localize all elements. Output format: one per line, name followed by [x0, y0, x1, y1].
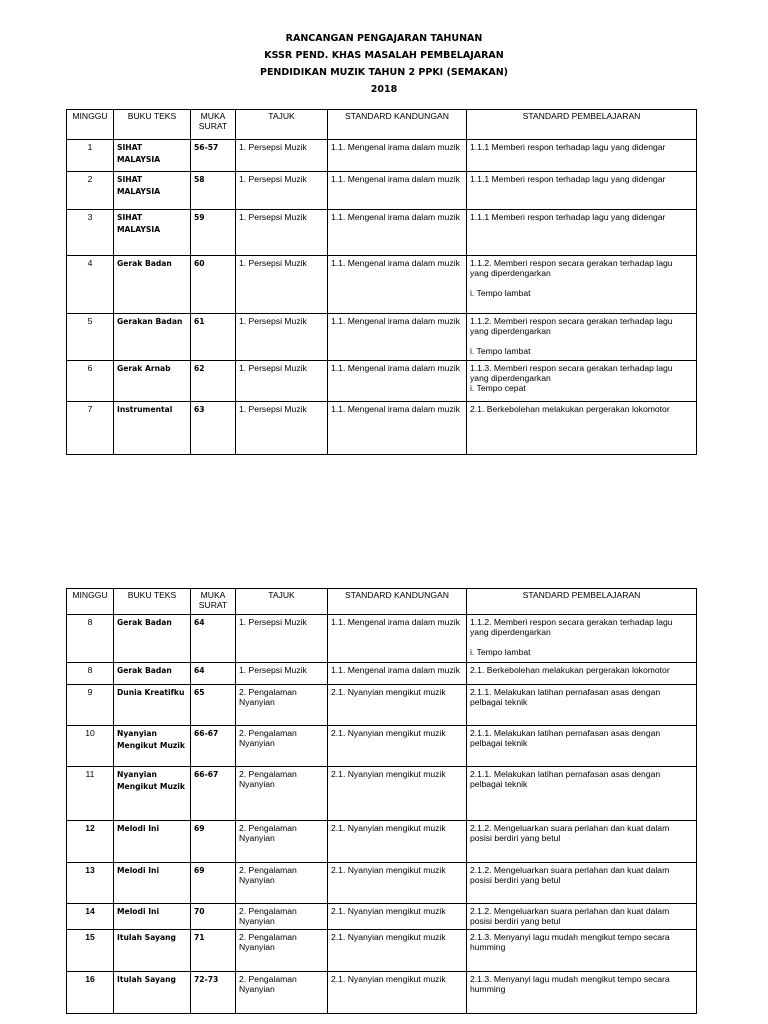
cell-standard-pembelajaran: 1.1.2. Memberi respon secara gerakan terhadap lagu yang diperdengarkan i. Tempo lambat	[467, 314, 697, 361]
table-row	[67, 767, 697, 821]
table-row	[67, 615, 697, 663]
cell-standard-kandungan: 1.1. Mengenal irama dalam muzik	[328, 314, 467, 361]
cell-minggu: 15	[67, 930, 114, 972]
cell-standard-kandungan: 2.1. Nyanyian mengikut muzik	[328, 821, 467, 863]
cell-tajuk: 2. Pengalaman Nyanyian	[236, 726, 328, 767]
cell-minggu: 3	[67, 210, 114, 256]
cell-standard-pembelajaran: 2.1. Berkebolehan melakukan pergerakan lokomotor	[467, 402, 697, 455]
cell-standard-kandungan: 1.1. Mengenal irama dalam muzik	[328, 402, 467, 455]
cell-muka-surat: 66-67	[191, 726, 236, 767]
cell-minggu: 4	[67, 256, 114, 314]
cell-tajuk: 2. Pengalaman Nyanyian	[236, 821, 328, 863]
lesson-plan-table-1	[66, 109, 697, 455]
table-row	[67, 256, 697, 314]
cell-standard-pembelajaran: 2.1.3. Menyanyi lagu mudah mengikut tempo secara humming	[467, 972, 697, 1014]
cell-muka-surat: 65	[191, 685, 236, 726]
cell-standard-pembelajaran: 1.1.1 Memberi respon terhadap lagu yang didengar	[467, 172, 697, 210]
cell-tajuk: 2. Pengalaman Nyanyian	[236, 685, 328, 726]
col-tajuk-header: TAJUK	[236, 110, 328, 140]
table-row	[67, 314, 697, 361]
col-minggu-header: MINGGU	[67, 110, 114, 140]
cell-standard-kandungan: 1.1. Mengenal irama dalam muzik	[328, 361, 467, 402]
cell-minggu: 11	[67, 767, 114, 821]
col-buku-teks-header: BUKU TEKS	[114, 110, 191, 140]
cell-buku-teks: SIHAT MALAYSIA	[114, 172, 191, 210]
header-year: 2018	[370, 84, 398, 95]
cell-minggu: 16	[67, 972, 114, 1014]
cell-muka-surat: 56-57	[191, 140, 236, 172]
cell-buku-teks: Instrumental	[114, 402, 191, 455]
table-row	[67, 402, 697, 455]
table-row	[67, 685, 697, 726]
cell-standard-pembelajaran: 1.1.2. Memberi respon secara gerakan terhadap lagu yang diperdengarkan i. Tempo lambat	[467, 615, 697, 663]
cell-standard-pembelajaran: 2.1.2. Mengeluarkan suara perlahan dan kuat dalam posisi berdiri yang betul	[467, 821, 697, 863]
cell-standard-kandungan: 2.1. Nyanyian mengikut muzik	[328, 726, 467, 767]
col-muka-surat-header: MUKA SURAT	[191, 110, 236, 140]
cell-minggu: 5	[67, 314, 114, 361]
cell-standard-kandungan: 2.1. Nyanyian mengikut muzik	[328, 930, 467, 972]
cell-muka-surat: 59	[191, 210, 236, 256]
cell-tajuk: 1. Persepsi Muzik	[236, 210, 328, 256]
cell-muka-surat: 61	[191, 314, 236, 361]
cell-tajuk: 1. Persepsi Muzik	[236, 615, 328, 663]
col-standard-pembelajaran-header: STANDARD PEMBELAJARAN	[467, 589, 697, 615]
cell-standard-pembelajaran: 2.1.2. Mengeluarkan suara perlahan dan kuat dalam posisi berdiri yang betul	[467, 904, 697, 930]
header-subject: PENDIDIKAN MUZIK TAHUN 2 PPKI (SEMAKAN)	[259, 67, 509, 78]
cell-buku-teks: SIHAT MALAYSIA	[114, 210, 191, 256]
cell-standard-kandungan: 2.1. Nyanyian mengikut muzik	[328, 767, 467, 821]
cell-tajuk: 2. Pengalaman Nyanyian	[236, 904, 328, 930]
cell-minggu: 14	[67, 904, 114, 930]
cell-tajuk: 1. Persepsi Muzik	[236, 256, 328, 314]
cell-muka-surat: 60	[191, 256, 236, 314]
cell-minggu: 2	[67, 172, 114, 210]
cell-tajuk: 2. Pengalaman Nyanyian	[236, 972, 328, 1014]
cell-tajuk: 2. Pengalaman Nyanyian	[236, 767, 328, 821]
cell-tajuk: 1. Persepsi Muzik	[236, 402, 328, 455]
cell-standard-kandungan: 2.1. Nyanyian mengikut muzik	[328, 972, 467, 1014]
cell-muka-surat: 66-67	[191, 767, 236, 821]
header-subtitle: KSSR PEND. KHAS MASALAH PEMBELAJARAN	[264, 50, 504, 61]
cell-muka-surat: 63	[191, 402, 236, 455]
col-standard-pembelajaran-header: STANDARD PEMBELAJARAN	[467, 110, 697, 140]
cell-standard-pembelajaran: 1.1.2. Memberi respon secara gerakan terhadap lagu yang diperdengarkan i. Tempo lambat	[467, 256, 697, 314]
cell-muka-surat: 69	[191, 821, 236, 863]
cell-buku-teks: Nyanyian Mengikut Muzik	[114, 726, 191, 767]
col-standard-kandungan-header: STANDARD KANDUNGAN	[328, 589, 467, 615]
table-row	[67, 726, 697, 767]
document-header	[0, 30, 768, 98]
cell-standard-kandungan: 1.1. Mengenal irama dalam muzik	[328, 172, 467, 210]
cell-buku-teks: Melodi Ini	[114, 904, 191, 930]
table-header-row	[67, 110, 697, 140]
cell-muka-surat: 64	[191, 663, 236, 685]
cell-minggu: 7	[67, 402, 114, 455]
cell-minggu: 12	[67, 821, 114, 863]
cell-minggu: 1	[67, 140, 114, 172]
cell-tajuk: 2. Pengalaman Nyanyian	[236, 863, 328, 904]
cell-standard-pembelajaran: 2.1.1. Melakukan latihan pernafasan asas dengan pelbagai teknik	[467, 726, 697, 767]
header-title: RANCANGAN PENGAJARAN TAHUNAN	[285, 33, 483, 44]
cell-buku-teks: Melodi Ini	[114, 821, 191, 863]
cell-buku-teks: Melodi Ini	[114, 863, 191, 904]
cell-buku-teks: Itulah Sayang	[114, 972, 191, 1014]
cell-muka-surat: 69	[191, 863, 236, 904]
cell-standard-kandungan: 1.1. Mengenal irama dalam muzik	[328, 663, 467, 685]
cell-standard-pembelajaran: 2.1.1. Melakukan latihan pernafasan asas dengan pelbagai teknik	[467, 767, 697, 821]
cell-standard-pembelajaran: 1.1.3. Memberi respon secara gerakan terhadap lagu yang diperdengarkan i. Tempo cepat	[467, 361, 697, 402]
lesson-plan-table-2	[66, 588, 697, 1014]
table-row	[67, 972, 697, 1014]
cell-muka-surat: 58	[191, 172, 236, 210]
cell-buku-teks: Gerak Arnab	[114, 361, 191, 402]
col-standard-kandungan-header: STANDARD KANDUNGAN	[328, 110, 467, 140]
cell-tajuk: 1. Persepsi Muzik	[236, 140, 328, 172]
col-tajuk-header: TAJUK	[236, 589, 328, 615]
cell-buku-teks: Gerak Badan	[114, 663, 191, 685]
cell-standard-kandungan: 1.1. Mengenal irama dalam muzik	[328, 210, 467, 256]
table-row	[67, 930, 697, 972]
cell-buku-teks: Gerak Badan	[114, 256, 191, 314]
table-row	[67, 904, 697, 930]
cell-tajuk: 1. Persepsi Muzik	[236, 361, 328, 402]
cell-standard-kandungan: 2.1. Nyanyian mengikut muzik	[328, 904, 467, 930]
cell-tajuk: 1. Persepsi Muzik	[236, 314, 328, 361]
col-minggu-header: MINGGU	[67, 589, 114, 615]
table-row	[67, 863, 697, 904]
col-buku-teks-header: BUKU TEKS	[114, 589, 191, 615]
cell-buku-teks: SIHAT MALAYSIA	[114, 140, 191, 172]
table-header-row	[67, 589, 697, 615]
table-row	[67, 663, 697, 685]
cell-tajuk: 1. Persepsi Muzik	[236, 172, 328, 210]
cell-minggu: 10	[67, 726, 114, 767]
cell-muka-surat: 70	[191, 904, 236, 930]
table-row	[67, 361, 697, 402]
cell-buku-teks: Gerakan Badan	[114, 314, 191, 361]
cell-standard-pembelajaran: 1.1.1 Memberi respon terhadap lagu yang didengar	[467, 210, 697, 256]
cell-standard-pembelajaran: 2.1. Berkebolehan melakukan pergerakan lokomotor	[467, 663, 697, 685]
cell-buku-teks: Gerak Badan	[114, 615, 191, 663]
cell-minggu: 8	[67, 663, 114, 685]
cell-standard-kandungan: 1.1. Mengenal irama dalam muzik	[328, 256, 467, 314]
cell-tajuk: 1. Persepsi Muzik	[236, 663, 328, 685]
cell-muka-surat: 71	[191, 930, 236, 972]
cell-standard-pembelajaran: 2.1.1. Melakukan latihan pernafasan asas dengan pelbagai teknik	[467, 685, 697, 726]
cell-standard-kandungan: 2.1. Nyanyian mengikut muzik	[328, 863, 467, 904]
cell-minggu: 9	[67, 685, 114, 726]
cell-standard-pembelajaran: 1.1.1 Memberi respon terhadap lagu yang didengar	[467, 140, 697, 172]
table-row	[67, 210, 697, 256]
cell-standard-pembelajaran: 2.1.3. Menyanyi lagu mudah mengikut tempo secara humming	[467, 930, 697, 972]
cell-standard-pembelajaran: 2.1.2. Mengeluarkan suara perlahan dan kuat dalam posisi berdiri yang betul	[467, 863, 697, 904]
cell-tajuk: 2. Pengalaman Nyanyian	[236, 930, 328, 972]
table-row	[67, 172, 697, 210]
cell-buku-teks: Nyanyian Mengikut Muzik	[114, 767, 191, 821]
cell-minggu: 13	[67, 863, 114, 904]
cell-buku-teks: Dunia Kreatifku	[114, 685, 191, 726]
cell-muka-surat: 62	[191, 361, 236, 402]
cell-standard-kandungan: 1.1. Mengenal irama dalam muzik	[328, 615, 467, 663]
cell-standard-kandungan: 1.1. Mengenal irama dalam muzik	[328, 140, 467, 172]
cell-buku-teks: Itulah Sayang	[114, 930, 191, 972]
cell-minggu: 6	[67, 361, 114, 402]
cell-muka-surat: 64	[191, 615, 236, 663]
cell-minggu: 8	[67, 615, 114, 663]
col-muka-surat-header: MUKA SURAT	[191, 589, 236, 615]
table-row	[67, 821, 697, 863]
table-row	[67, 140, 697, 172]
cell-standard-kandungan: 2.1. Nyanyian mengikut muzik	[328, 685, 467, 726]
cell-muka-surat: 72-73	[191, 972, 236, 1014]
